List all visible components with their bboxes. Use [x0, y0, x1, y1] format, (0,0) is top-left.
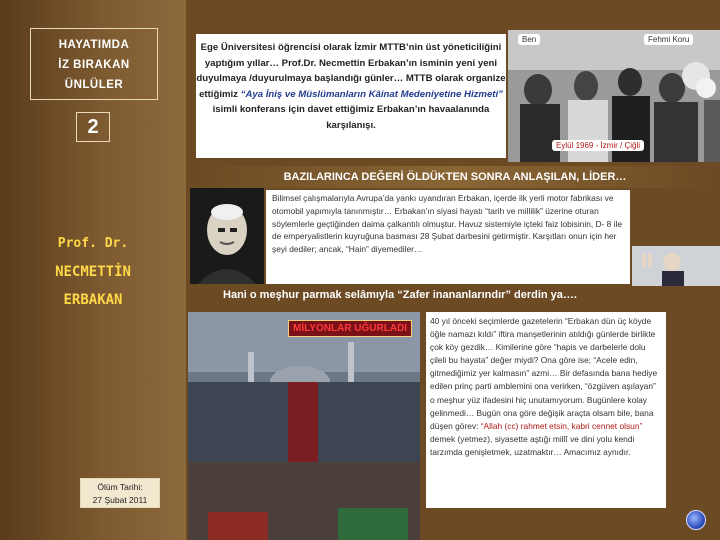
- memoir-text: 40 yıl önceki seçimlerde gazetelerin “Erbakan dün üç köyde öğle namazı kıldı” iftira manşetlerinin atıldığı günlerde birlikte çok köy gezdik… Kimilerine göre “hapis ve darbelerle dolu çileli bu hayata” değer miydi? Ona göre ise; “Acele edin, gitmediğimiz yer kalmasın” azmi… Bir defasında bana hediye edilen prinç parti amblemini ona verirken, “özgüven aşılayan” o meşhur yüz ifadesini hiç unutamıyorum. Bugünlere kolay gelinmedi… Bugün ona göre değişik araçta olsam bile, bana düşen görev:: [430, 316, 658, 431]
- death-label: Ölüm Tarihi:: [97, 482, 143, 492]
- erbakan-portrait: [190, 188, 264, 284]
- funeral-crowd-photo: [188, 312, 420, 540]
- photo-date-caption: Eylül 1969 - İzmir / Çiğli: [552, 140, 644, 151]
- series-title-box: [30, 28, 158, 100]
- portrait-illustration: [190, 188, 264, 284]
- intro-text-tail: isimli konferans için davet ettiğimiz Erbakan’ın havaalanında karşılanışı.: [212, 104, 490, 131]
- victory-photo-illustration: [632, 246, 720, 286]
- intro-conference-title: “Aya İniş ve Müslümanların Kâinat Medeniyetine Hizmeti”: [240, 88, 503, 100]
- tag-fehmi-koru: Fehmi Koru: [644, 34, 693, 45]
- memoir-text-box: [426, 312, 666, 508]
- tag-ben: Ben: [518, 34, 540, 45]
- victory-salute-heading: Hani o meşhur parmak selâmıyla “Zafer inananlarındır” derdin ya….: [223, 289, 577, 301]
- name-first: NECMETTİN: [55, 264, 131, 280]
- memoir-text-tail: demek (yetmez), siyasette aştığı millî ve dini yolu kendi tarzımda genişletmek, uzatmaktır… Amacımız aynıdır.: [430, 433, 635, 457]
- millions-farewell-label: MİLYONLAR UĞURLADI: [288, 320, 412, 337]
- death-date-box: [80, 478, 160, 508]
- victory-sign-photo: [632, 246, 720, 286]
- episode-number: 2: [76, 112, 110, 142]
- next-slide-button-icon[interactable]: [686, 510, 706, 530]
- airport-welcome-photo: [508, 30, 720, 162]
- intro-text: Ege Üniversitesi öğrencisi olarak İzmir MTTB’nin üst yöneticiliğini yaptığım yıllar… Prof.Dr. Necmettin Erbakan’ın isminin yeni yeni duyulmaya /duyurulmaya başlandığı günler… MTTB olarak organize ettiğimiz: [196, 42, 506, 100]
- name-last: ERBAKAN: [63, 292, 123, 308]
- death-date: 27 Şubat 2011: [92, 495, 148, 505]
- series-title-line-1: HAYATIMDA: [58, 39, 130, 51]
- intro-text-box: [196, 34, 506, 158]
- series-title-line-2: İZ BIRAKAN: [58, 59, 130, 71]
- name-title: Prof. Dr.: [57, 236, 129, 251]
- bio-text: Bilimsel çalışmalarıyla Avrupa’da yankı uyandıran Erbakan, içerde ilk yerli motor fabrikası ve otomobil yapımıyla tanınmıştır… Erbakan’ın siyasi hayatı “tarih ve millilik” üzerine oturan söylemlerle geçtiğinden daima çalkantılı olmuştur. Havuz sistemiyle içteki faiz lobisinin, D- 8 ile de emperyalistlerin kuyruğuna basması 28 Şubat darbesini getirmiştir. Karşıtları onun için her şeyi dediler; ancak, “Hain” diyemediler…: [266, 190, 630, 284]
- series-title-line-3: ÜNLÜLER: [64, 79, 124, 91]
- leader-heading: BAZILARINCA DEĞERİ ÖLDÜKTEN SONRA ANLAŞILAN, LİDER…: [190, 166, 720, 188]
- crowd-illustration: [188, 312, 420, 540]
- memoir-prayer-highlight: “Allah (cc) rahmet etsin, kabri cennet olsun”: [480, 420, 643, 431]
